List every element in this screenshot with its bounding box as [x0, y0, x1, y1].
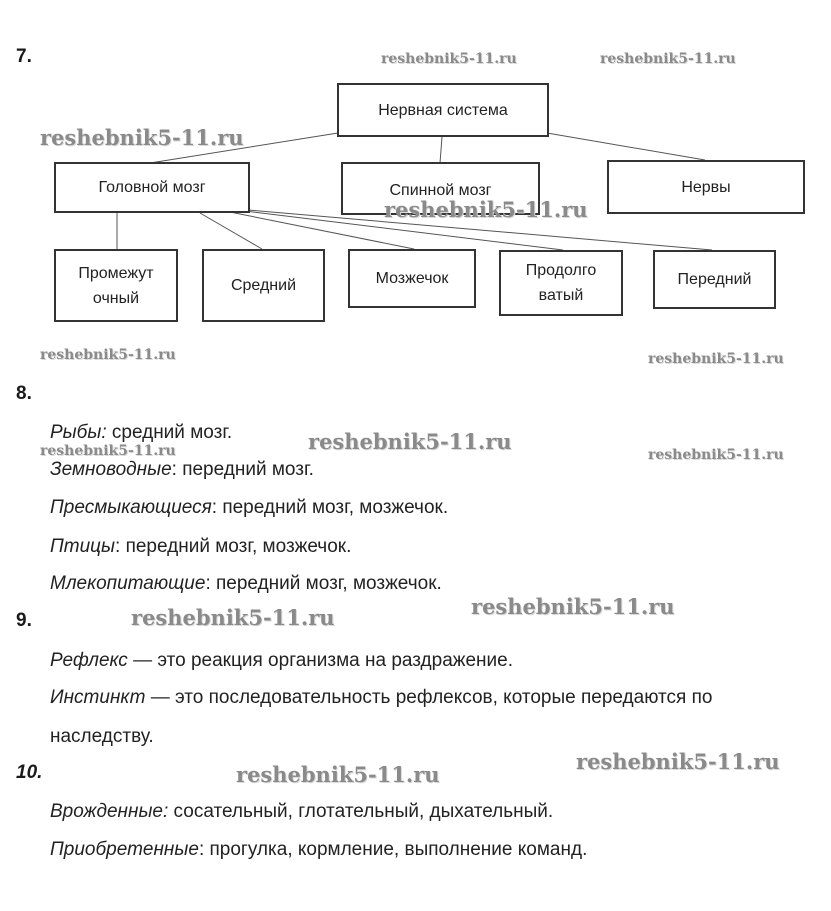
watermark: reshebnik5-11.ru: [384, 197, 588, 222]
answer8-term-birds: Птицы: [50, 536, 116, 557]
diagram-root-label: Нервная система: [378, 101, 508, 119]
watermark: reshebnik5-11.ru: [131, 605, 335, 630]
answer9-rest-instinct: — это последовательность рефлексов, которые передаются по: [145, 687, 713, 708]
diagram-cerebellum-label: Мозжечок: [375, 270, 449, 287]
watermark: reshebnik5-11.ru: [40, 443, 176, 459]
answer8-line-birds: [50, 535, 351, 559]
diagram-medulla-label-1: Продолго: [525, 262, 597, 279]
connector-root-spinal: [440, 137, 442, 163]
answer9-term-reflex: Рефлекс: [50, 650, 128, 671]
answer8-term-amphibians: Земноводные: [50, 459, 172, 480]
watermark: reshebnik5-11.ru: [576, 749, 780, 774]
answer8-rest-mammals: : передний мозг, мозжечок.: [205, 573, 442, 594]
answer8-rest-amphibians: : передний мозг.: [171, 459, 314, 480]
diagram-spinal-label: Спинной мозг: [389, 182, 492, 199]
diagram-cerebellum-box: [348, 249, 476, 308]
answer9-line-instinct: [50, 686, 712, 710]
diagram-nerves-box: [607, 160, 805, 214]
answer8-rest-fish: средний мозг.: [106, 422, 233, 443]
answer10-rest-acquired: : прогулка, кормление, выполнение команд.: [198, 839, 588, 860]
answer9-line-reflex: [50, 649, 513, 673]
answer8-term-reptiles: Пресмыкающиеся: [50, 497, 212, 518]
watermark: reshebnik5-11.ru: [40, 347, 176, 363]
answer8-term-mammals: Млекопитающие: [50, 573, 206, 594]
watermark: reshebnik5-11.ru: [600, 51, 736, 67]
diagram-brain-label: Головной мозг: [98, 179, 206, 196]
diagram-root-box: [337, 83, 549, 137]
answer8-line-amphibians: [50, 458, 314, 482]
answer8-term-fish: Рыбы:: [50, 422, 107, 443]
diagram-nerves-label: Нервы: [681, 178, 731, 196]
watermark: reshebnik5-11.ru: [381, 51, 517, 67]
diagram-midbrain-label: Средний: [230, 277, 297, 294]
task-number-7: 7.: [16, 46, 32, 67]
answer8-rest-birds: : передний мозг, мозжечок.: [115, 536, 352, 557]
diagram-forebrain-label: Передний: [677, 271, 752, 288]
answer10-line-acquired: [50, 838, 587, 862]
diagram-brain-box: [54, 162, 250, 213]
task-number-9: 9.: [16, 610, 32, 631]
answer9-line-instinct-cont: наследству.: [50, 726, 154, 747]
diagram-diencephalon-box: [54, 249, 178, 322]
answer10-term-innate: Врожденные:: [50, 801, 169, 822]
watermark: reshebnik5-11.ru: [308, 429, 512, 454]
answer8-line-fish: [50, 421, 232, 445]
diagram-forebrain-box: [653, 250, 776, 309]
connector-brain-p2: [200, 213, 262, 249]
answer10-rest-innate: сосательный, глотательный, дыхательный.: [168, 801, 554, 822]
connector-root-nerves: [547, 133, 705, 160]
watermark: reshebnik5-11.ru: [40, 125, 244, 150]
answer8-line-reptiles: [50, 496, 448, 520]
diagram-diencephalon-label-1: Промежут: [78, 264, 154, 282]
diagram-midbrain-box: [202, 249, 325, 322]
diagram-medulla-label-2: ватый: [538, 287, 584, 304]
answer8-rest-reptiles: : передний мозг, мозжечок.: [211, 497, 449, 518]
watermark: reshebnik5-11.ru: [471, 594, 675, 619]
task-number-10: 10.: [16, 762, 43, 783]
watermark: reshebnik5-11.ru: [236, 762, 440, 787]
watermark: reshebnik5-11.ru: [648, 351, 784, 367]
answer9-term-instinct: Инстинкт: [50, 687, 146, 708]
answer9-rest-reflex: — это реакция организма на раздражение.: [127, 650, 513, 671]
diagram-medulla-box: [499, 250, 623, 316]
task-number-8: 8.: [16, 383, 32, 404]
watermark: reshebnik5-11.ru: [648, 447, 784, 463]
diagram-diencephalon-label-2: очный: [92, 289, 140, 307]
answer8-line-mammals: [50, 572, 442, 596]
answer10-term-acquired: Приобретенные: [50, 839, 199, 860]
answer10-line-innate: [50, 800, 553, 824]
